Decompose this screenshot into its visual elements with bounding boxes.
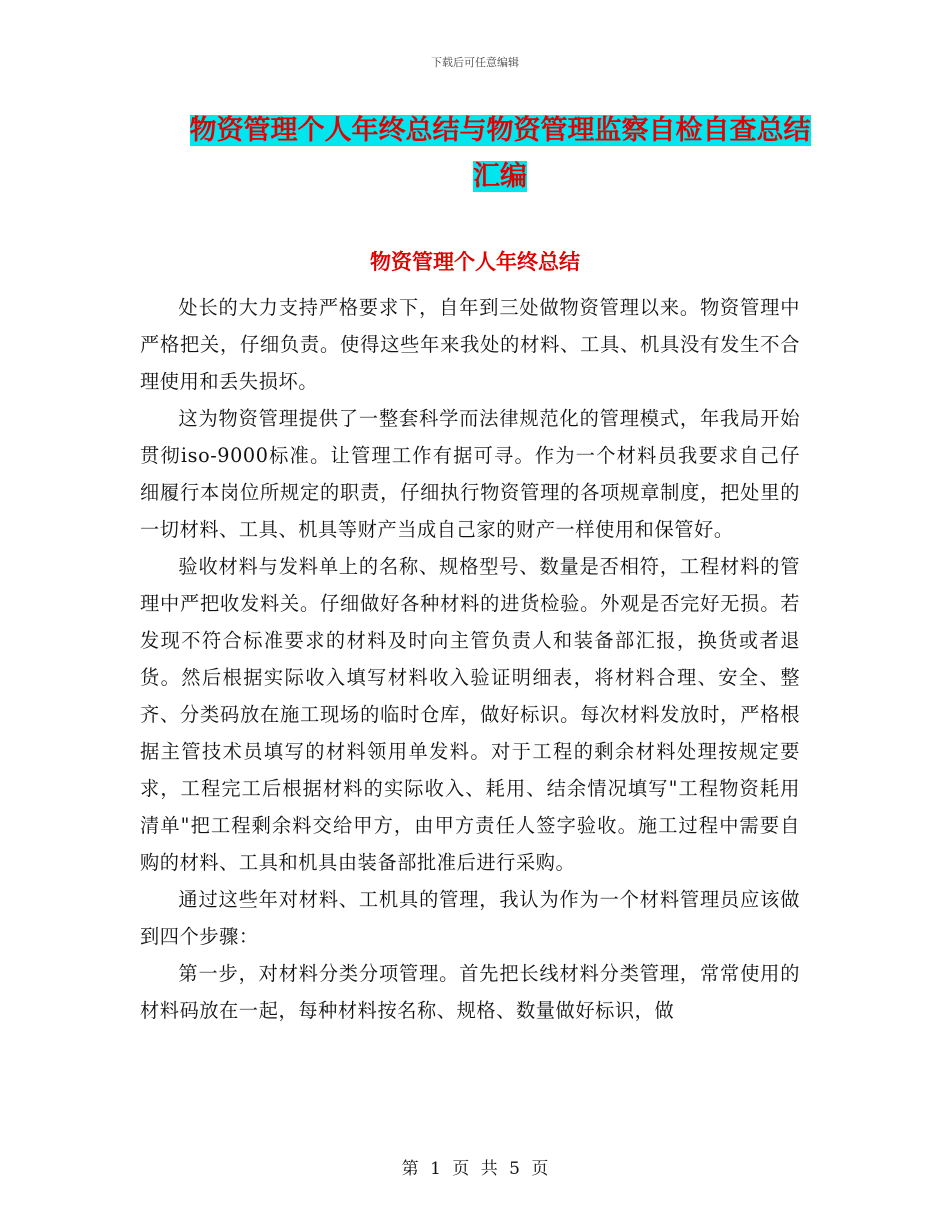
section-title: 物资管理个人年终总结 [370, 249, 580, 274]
title-line-2: 汇编 [473, 161, 527, 192]
title-line-1: 物资管理个人年终总结与物资管理监察自检自查总结 [189, 115, 811, 146]
document-body [140, 289, 800, 1029]
paragraph: 通过这些年对材料、工机具的管理，我认为作为一个材料管理员应该做到四个步骤： [140, 888, 800, 948]
paragraph: 验收材料与发料单上的名称、规格型号、数量是否相符，工程材料的管理中严把收发料关。仔细做好各种材料的进货检验。外观是否完好无损。若发现不符合标准要求的材料及时向主管负责人和装备部汇报，换货或者退货。然后根据实际收入填写材料收入验证明细表，将材料合理、安全、整齐、分类码放在施工现场的临时仓库，做好标识。每次材料发放时，严格根据主管技术员填写的材料领用单发料。对于工程的剩余材料处理按规定要求，工程完工后根据材料的实际收入、耗用、结余情况填写"工程物资耗用清单"把工程剩余料交给甲方，由甲方责任人签字验收。施工过程中需要自购的材料、工具和机具由装备部批准后进行采购。 [140, 555, 800, 874]
paragraph: 这为物资管理提供了一整套科学而法律规范化的管理模式，年我局开始贯彻iso-9000标准。让管理工作有据可寻。作为一个材料员我要求自己仔细履行本岗位所规定的职责，仔细执行物资管理的各项规章制度，把处里的一切材料、工具、机具等财产当成自己家的财产一样使用和保管好。 [140, 407, 800, 541]
paragraph: 第一步，对材料分类分项管理。首先把长线材料分类管理，常常使用的材料码放在一起，每种材料按名称、规格、数量做好标识，做 [140, 962, 800, 1022]
paragraph: 处长的大力支持严格要求下，自年到三处做物资管理以来。物资管理中严格把关，仔细负责。使得这些年来我处的材料、工具、机具没有发生不合理使用和丢失损坏。 [140, 296, 800, 393]
document-title [140, 108, 860, 200]
header-note: 下载后可任意编辑 [431, 56, 519, 69]
page-number: 第 1 页 共 5 页 [401, 1159, 549, 1179]
